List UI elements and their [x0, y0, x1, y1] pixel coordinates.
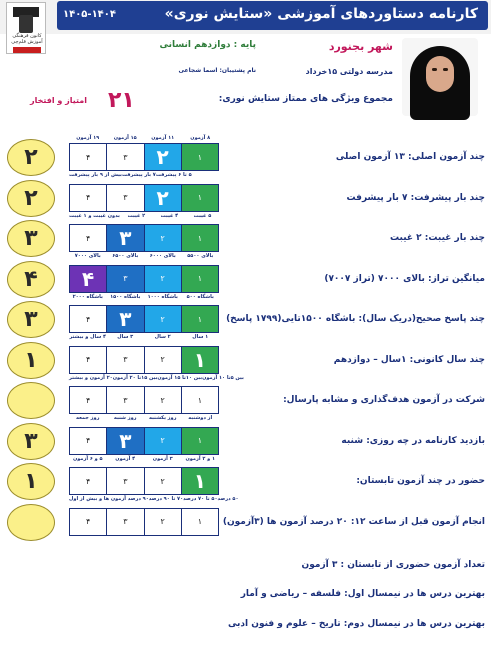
bottom-label: از دوشنبه: [188, 415, 213, 421]
bottom-label: روز جمعه: [76, 415, 100, 421]
bottom-label: بالای ۶۵۰۰: [112, 253, 139, 259]
city: شهر بجنورد: [328, 40, 393, 53]
level-cell: ۲: [145, 144, 182, 170]
bottom-label: ۵ و ۶ آزمون: [72, 455, 103, 462]
bottom-label: بیش از ۹ بار پیشرفت: [69, 172, 122, 178]
logo-text: کانون فرهنگی آموزش قلم‌چی: [11, 33, 43, 45]
level-grid: [69, 346, 219, 374]
supporter: نام پشتیبان: اسما شجاعی: [178, 67, 256, 74]
score-badge: [7, 504, 55, 541]
bottom-label: ۵ تا ۶ پیشرفت: [155, 172, 192, 178]
bottom-labels: [69, 213, 219, 219]
bottom-labels: [69, 496, 239, 502]
bottom-labels: [69, 374, 244, 381]
score-badge: ۴: [7, 261, 55, 298]
score-badge: [7, 382, 55, 419]
total-label: مجموع ویژگی های ممتاز ستایش نوری:: [218, 94, 393, 104]
level-cell: ۳: [107, 347, 144, 373]
question-text: بازدید کارنامه در چه روزی: شنبه: [341, 435, 485, 446]
top-label: ۱۵ آزمون: [113, 135, 137, 141]
level-grid: [69, 427, 219, 455]
bottom-labels: [69, 253, 219, 259]
logo: [6, 2, 46, 54]
bottom-label: باشگاه ۲۰۰۰: [72, 293, 103, 300]
bottom-label: بین ۱۰تا ۱۵ آزمون: [157, 374, 203, 381]
level-cell: ۱: [182, 266, 218, 292]
bottom-label: بالای ۷۰۰۰: [74, 253, 101, 259]
top-label: ۱۹ آزمون: [76, 135, 100, 141]
level-cell: ۱: [182, 468, 218, 494]
level-cell: ۴: [70, 266, 107, 292]
level-grid: [69, 184, 219, 212]
level-cell: ۴: [70, 144, 107, 170]
bottom-label: ۴ غیبت: [160, 212, 179, 219]
bottom-label: بین ۱۵تا ۲۰ آزمون: [112, 374, 158, 381]
level-cell: ۱: [197, 395, 203, 405]
bottom-labels: [69, 334, 219, 340]
score-badge: ۳: [7, 423, 55, 460]
bottom-label: بدون غیبت و ۱ غیبت: [69, 212, 120, 219]
level-cell: ۲: [145, 347, 182, 373]
bottom-label: ۷۰ تا ۹۰ درصد: [148, 496, 184, 502]
question-text: چند بار غیبت: ۲ غیبت: [390, 233, 485, 243]
question-text: میانگین تراز: بالای ۷۰۰۰ (تراز ۷۰۰۷): [324, 273, 485, 284]
level-cell: ۴: [70, 306, 107, 332]
level-cell: ۲: [145, 468, 182, 494]
total-suffix: امتیاز و افتخار: [30, 96, 87, 105]
top-label: ۱۱ آزمون: [151, 135, 175, 141]
question-text: چند پاسخ صحیح(دریک سال): باشگاه ۱۵۰۰تایی(۱۷۹۹ پاسخ): [226, 314, 485, 324]
top-label: ۸ آزمون: [190, 135, 211, 141]
bottom-label: بالای ۵۵۰۰: [187, 253, 214, 259]
level-cell: ۲: [145, 306, 182, 332]
question-text: انجام آزمون قبل از ساعت ۱۲: ۲۰ درصد آزمون ها (۳آزمون): [222, 516, 485, 527]
level-cell: ۴: [70, 185, 107, 211]
score-badge: ۲: [7, 180, 55, 217]
level-cell: ۱: [197, 517, 203, 526]
bottom-label: ۵۰ درصد: [217, 496, 239, 502]
score-badge: ۱: [7, 463, 55, 500]
level-cell: ۴: [70, 347, 107, 373]
level-cell: ۳: [107, 428, 144, 454]
footer-line-2: بهترین درس ها در نیمسال اول: فلسفه – ریاضی و آمار: [240, 589, 485, 599]
bottom-label: بین ۵تا ۱۰ آزمون: [202, 374, 244, 381]
page-title: کارنامه دستاوردهای آموزشی «ستایش نوری»: [164, 6, 478, 22]
bottom-labels: [69, 415, 219, 421]
student-photo: [402, 38, 478, 116]
level-grid: [69, 508, 219, 536]
bottom-labels: [69, 456, 219, 462]
bottom-labels: [69, 294, 219, 300]
bottom-label: ۱ و ۲ آزمون: [185, 455, 216, 462]
bottom-label: ۴ سال و بیشتر: [69, 334, 107, 340]
grade: پایه : دوازدهم انسانی: [159, 40, 256, 50]
level-cell: ۲: [145, 225, 182, 251]
level-cell: ۳: [107, 387, 144, 413]
level-cell: ۱: [182, 347, 218, 373]
bottom-label: ۲ سال: [154, 334, 171, 340]
level-grid: [69, 143, 219, 171]
level-cell: ۲: [145, 266, 182, 292]
level-cell: ۴: [70, 509, 107, 535]
bottom-label: ۵ غیبت: [193, 212, 212, 219]
level-cell: ۱: [182, 306, 218, 332]
level-cell: ۴: [70, 387, 107, 413]
title-bar: [57, 1, 488, 30]
bottom-label: [192, 172, 219, 178]
bottom-label: باشگاه ۱۰۰۰: [147, 293, 178, 300]
level-cell: ۲: [145, 185, 182, 211]
footer-line-3: بهترین درس ها در نیمسال دوم: تاریخ – علوم و فنون ادبی: [227, 619, 485, 629]
level-cell: ۴: [70, 428, 107, 454]
level-cell: ۳: [107, 306, 144, 332]
bottom-label: ۹۰ درصد آزمون ها و بیش از اول: [69, 496, 149, 502]
question-text: شرکت در آزمون هدف‌گذاری و مشابه پارسال:: [283, 395, 485, 405]
level-cell: ۲: [145, 387, 182, 413]
level-cell: ۱: [182, 428, 218, 454]
level-cell: ۳: [107, 185, 144, 211]
school: مدرسه دولتی ۱۵خرداد: [305, 67, 393, 76]
level-grid: [69, 305, 219, 333]
bottom-label: باشگاه ۱۵۰۰: [110, 293, 141, 300]
level-cell: ۴: [70, 225, 107, 251]
level-grid: [69, 386, 219, 414]
question-text: حضور در چند آزمون تابستان:: [356, 476, 485, 486]
level-cell: ۴: [70, 468, 107, 494]
level-grid: [69, 467, 219, 495]
question-text: چند سال کانونی: ۱سال – دوازدهم: [333, 354, 485, 365]
level-cell: ۱: [182, 185, 218, 211]
score-badge: ۱: [7, 342, 55, 379]
bottom-labels: [69, 172, 219, 178]
score-badge: ۲: [7, 139, 55, 176]
footer-line-1: تعداد آزمون حضوری از تابستان : ۳ آزمون: [301, 560, 485, 570]
level-grid: [69, 224, 219, 252]
level-cell: ۳: [107, 509, 144, 535]
bottom-label: ۵۰ تا ۷۰ درصد: [183, 496, 218, 502]
bottom-label: ۲۰ آزمون و بیشتر: [69, 374, 113, 381]
level-cell: ۳: [107, 144, 144, 170]
score-badge: ۳: [7, 301, 55, 338]
level-cell: ۳: [107, 266, 144, 292]
bottom-label: ۷ بار پیشرفت: [121, 172, 156, 178]
bottom-label: روز یکشنبه: [148, 415, 177, 421]
bottom-label: ۲ غیبت: [127, 212, 146, 219]
level-cell: ۲: [145, 428, 182, 454]
level-cell: ۲: [145, 509, 182, 535]
question-text: چند بار پیشرفت: ۷ بار پیشرفت: [346, 192, 485, 203]
level-cell: ۱: [182, 225, 218, 251]
question-text: چند آزمون اصلی: ۱۳ آزمون اصلی: [335, 152, 485, 162]
level-cell: ۳: [107, 468, 144, 494]
date-range: ۱۴۰۵-۱۴۰۴: [63, 9, 116, 20]
score-badge: ۳: [7, 220, 55, 257]
level-cell: ۱: [182, 144, 218, 170]
bottom-label: ۴ آزمون: [115, 455, 136, 462]
total-value: ۲۱: [108, 88, 135, 113]
bottom-label: بالای ۶۰۰۰: [149, 253, 176, 259]
bottom-label: ۳ آزمون: [152, 455, 173, 462]
top-labels: [69, 135, 219, 141]
bottom-label: روز شنبه: [113, 415, 137, 421]
level-grid: [69, 265, 219, 293]
bottom-label: ۳ سال: [117, 334, 134, 340]
bottom-label: باشگاه ۵۰۰: [186, 293, 214, 300]
level-cell: ۳: [107, 225, 144, 251]
bottom-label: ۱ سال: [192, 334, 209, 340]
